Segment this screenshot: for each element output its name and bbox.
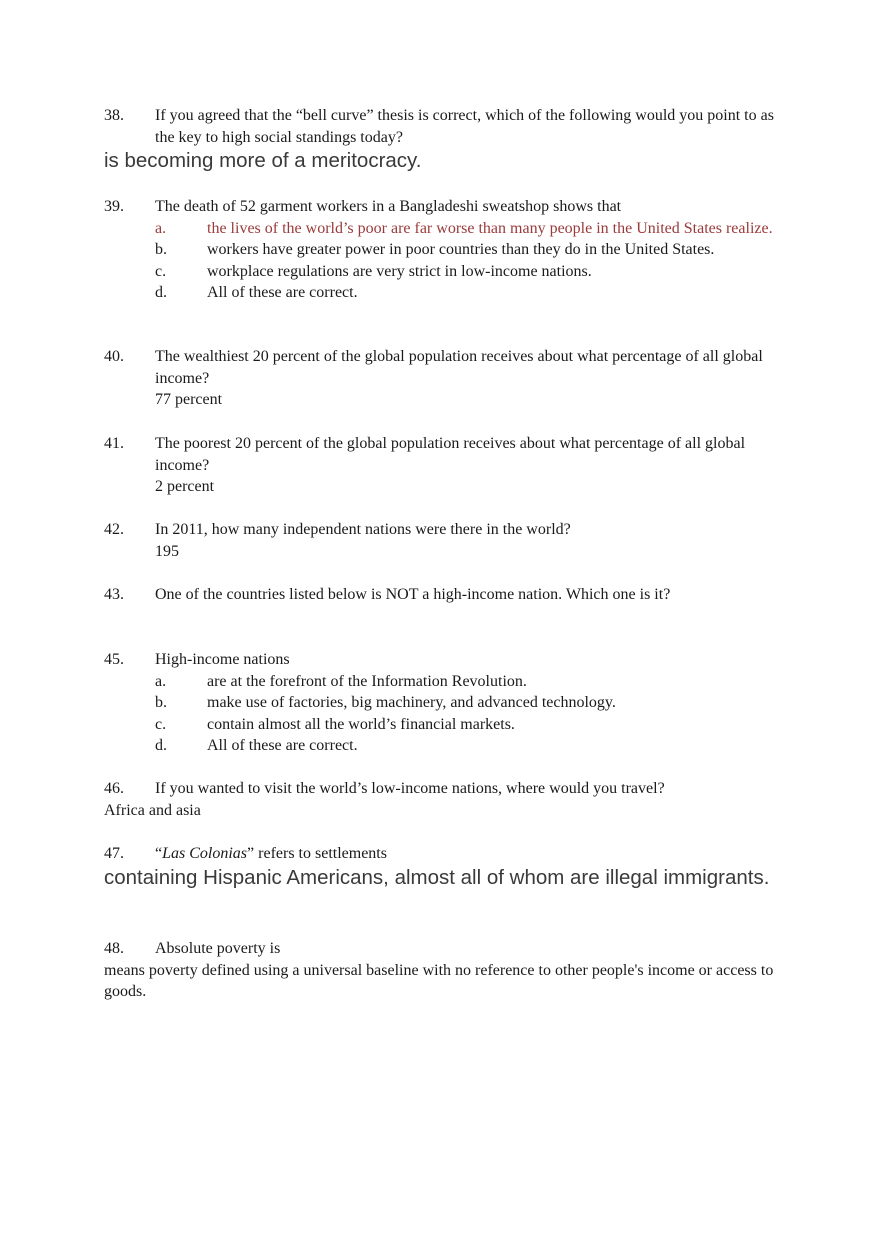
option-a-selected bbox=[155, 218, 784, 240]
question-number: 42. bbox=[104, 521, 124, 538]
answer-text: containing Hispanic Americans, almost all of whom are illegal immigrants. bbox=[104, 865, 770, 889]
option-text: All of these are correct. bbox=[207, 737, 358, 754]
option-text: workplace regulations are very strict in low-income nations. bbox=[207, 262, 592, 280]
option-letter: d. bbox=[155, 737, 167, 754]
question-number: 40. bbox=[104, 348, 124, 365]
question-43 bbox=[104, 584, 784, 606]
option-text: workers have greater power in poor countries than they do in the United States. bbox=[207, 241, 715, 258]
option-b bbox=[155, 692, 784, 714]
option-letter: a. bbox=[155, 219, 167, 237]
question-stem: The wealthiest 20 percent of the global population receives about what percentage of all global income? bbox=[155, 348, 763, 387]
answer-text: 2 percent bbox=[155, 478, 215, 495]
option-d bbox=[155, 282, 784, 304]
question-stem: The poorest 20 percent of the global population receives about what percentage of all global income? bbox=[155, 435, 746, 474]
question-48 bbox=[104, 938, 784, 1003]
option-letter: c. bbox=[155, 715, 167, 733]
question-stem bbox=[155, 843, 784, 865]
option-a bbox=[155, 671, 784, 693]
question-stem: If you agreed that the “bell curve” thesis is correct, which of the following would you point to as the key to high social standings today? bbox=[155, 107, 774, 146]
option-text: the lives of the world’s poor are far worse than many people in the United States realize. bbox=[207, 219, 773, 237]
option-text: All of these are correct. bbox=[207, 284, 358, 301]
question-stem: The death of 52 garment workers in a Bangladeshi sweatshop shows that bbox=[155, 198, 622, 215]
option-letter: d. bbox=[155, 284, 167, 301]
option-c bbox=[155, 261, 784, 283]
question-stem: One of the countries listed below is NOT a high-income nation. Which one is it? bbox=[155, 586, 671, 603]
question-45 bbox=[104, 649, 784, 757]
option-letter: b. bbox=[155, 694, 167, 711]
question-number: 43. bbox=[104, 586, 124, 603]
question-number: 48. bbox=[104, 940, 124, 957]
answer-text: Africa and asia bbox=[104, 801, 201, 819]
answer-text: 77 percent bbox=[155, 391, 223, 408]
italic-term: Las Colonias bbox=[162, 845, 248, 862]
open-quote: “ bbox=[155, 845, 163, 862]
question-number: 45. bbox=[104, 651, 124, 668]
question-number: 41. bbox=[104, 435, 124, 452]
question-number: 39. bbox=[104, 198, 124, 215]
option-c bbox=[155, 714, 784, 736]
option-text: make use of factories, big machinery, and advanced technology. bbox=[207, 694, 616, 711]
option-text: contain almost all the world’s financial markets. bbox=[207, 715, 515, 733]
question-stem: If you wanted to visit the world’s low-income nations, where would you travel? bbox=[155, 780, 665, 797]
question-41 bbox=[104, 433, 784, 498]
question-40 bbox=[104, 346, 784, 411]
question-39 bbox=[104, 196, 784, 304]
question-42 bbox=[104, 519, 784, 562]
question-47 bbox=[104, 843, 784, 891]
question-stem: High-income nations bbox=[155, 651, 290, 668]
option-b bbox=[155, 239, 784, 261]
question-number: 47. bbox=[104, 845, 124, 862]
option-text: are at the forefront of the Information Revolution. bbox=[207, 672, 527, 690]
question-stem: Absolute poverty is bbox=[155, 940, 281, 957]
question-number: 38. bbox=[104, 107, 124, 124]
answer-text: is becoming more of a meritocracy. bbox=[104, 149, 422, 172]
question-46 bbox=[104, 778, 784, 821]
option-letter: b. bbox=[155, 241, 167, 258]
answer-text: 195 bbox=[155, 542, 179, 560]
option-letter: a. bbox=[155, 672, 167, 690]
stem-rest: ” refers to settlements bbox=[247, 845, 387, 862]
question-38 bbox=[104, 105, 784, 174]
option-letter: c. bbox=[155, 262, 167, 280]
option-d bbox=[155, 735, 784, 757]
answer-text: means poverty defined using a universal baseline with no reference to other people's income or access to goods. bbox=[104, 961, 774, 1000]
question-stem: In 2011, how many independent nations were there in the world? bbox=[155, 521, 571, 538]
question-number: 46. bbox=[104, 780, 124, 797]
